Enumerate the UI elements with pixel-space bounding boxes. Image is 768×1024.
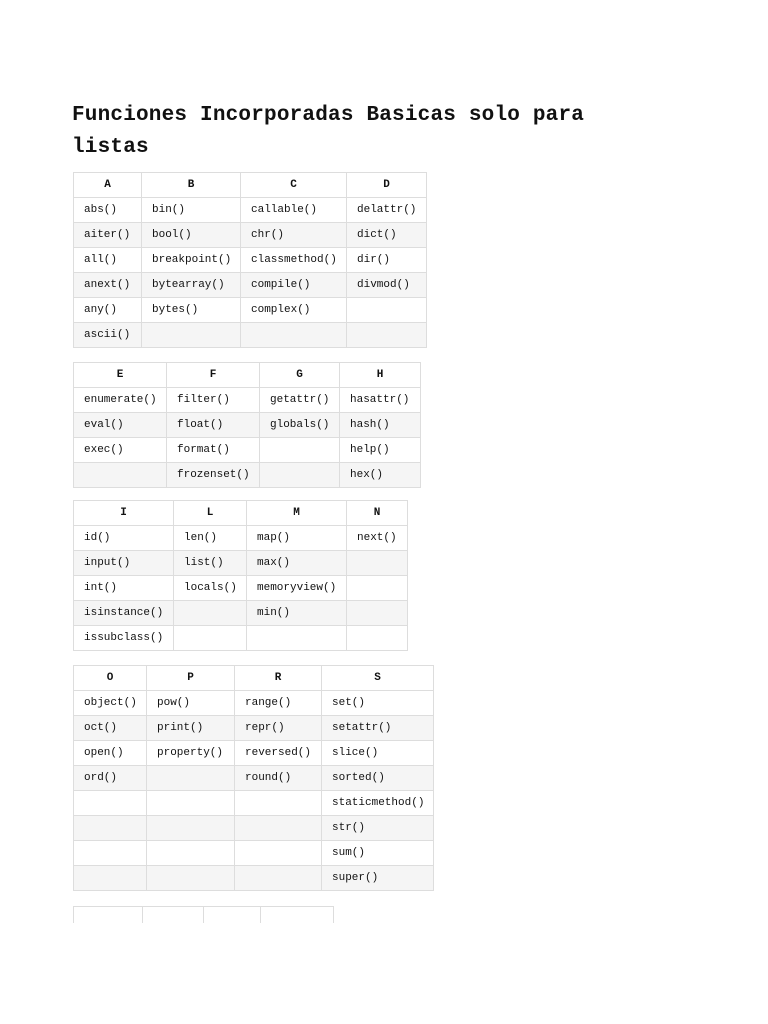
column-header: D bbox=[347, 173, 427, 198]
function-cell: chr() bbox=[241, 223, 347, 248]
table-row bbox=[74, 766, 434, 791]
column-header: P bbox=[147, 666, 235, 691]
column-header: O bbox=[74, 666, 147, 691]
function-cell bbox=[241, 323, 347, 348]
table-row bbox=[74, 907, 334, 924]
function-cell: print() bbox=[147, 716, 235, 741]
function-cell: help() bbox=[340, 438, 421, 463]
function-cell: exec() bbox=[74, 438, 167, 463]
function-cell bbox=[347, 601, 408, 626]
function-cell: id() bbox=[74, 526, 174, 551]
function-cell bbox=[235, 791, 322, 816]
function-cell: filter() bbox=[167, 388, 260, 413]
column-header: I bbox=[74, 501, 174, 526]
function-cell bbox=[247, 626, 347, 651]
function-cell: globals() bbox=[260, 413, 340, 438]
function-cell bbox=[147, 816, 235, 841]
function-cell: format() bbox=[167, 438, 260, 463]
column-header: B bbox=[142, 173, 241, 198]
function-cell bbox=[347, 298, 427, 323]
table-row bbox=[74, 716, 434, 741]
function-cell bbox=[74, 841, 147, 866]
table-row bbox=[74, 551, 408, 576]
function-cell: bool() bbox=[142, 223, 241, 248]
functions-table-e-h bbox=[73, 362, 421, 488]
table-row bbox=[74, 273, 427, 298]
table-row bbox=[74, 526, 408, 551]
function-cell: super() bbox=[322, 866, 434, 891]
function-cell: len() bbox=[174, 526, 247, 551]
function-cell bbox=[347, 626, 408, 651]
function-cell: dict() bbox=[347, 223, 427, 248]
function-cell: max() bbox=[247, 551, 347, 576]
function-cell: oct() bbox=[74, 716, 147, 741]
table-row bbox=[74, 741, 434, 766]
table-cell bbox=[204, 907, 261, 924]
table-cell bbox=[261, 907, 334, 924]
column-header: S bbox=[322, 666, 434, 691]
function-cell: delattr() bbox=[347, 198, 427, 223]
function-cell: ascii() bbox=[74, 323, 142, 348]
function-cell bbox=[260, 463, 340, 488]
function-cell bbox=[147, 841, 235, 866]
function-cell: pow() bbox=[147, 691, 235, 716]
function-cell: compile() bbox=[241, 273, 347, 298]
function-cell bbox=[235, 866, 322, 891]
table-row bbox=[74, 198, 427, 223]
function-cell: abs() bbox=[74, 198, 142, 223]
function-cell: int() bbox=[74, 576, 174, 601]
function-cell bbox=[74, 816, 147, 841]
function-cell: float() bbox=[167, 413, 260, 438]
function-cell bbox=[74, 463, 167, 488]
function-cell: divmod() bbox=[347, 273, 427, 298]
function-cell: issubclass() bbox=[74, 626, 174, 651]
table-row bbox=[74, 323, 427, 348]
function-cell: classmethod() bbox=[241, 248, 347, 273]
function-cell: hex() bbox=[340, 463, 421, 488]
function-cell: breakpoint() bbox=[142, 248, 241, 273]
table-header-row bbox=[74, 666, 434, 691]
function-cell: input() bbox=[74, 551, 174, 576]
function-cell: repr() bbox=[235, 716, 322, 741]
function-cell: map() bbox=[247, 526, 347, 551]
function-cell bbox=[74, 791, 147, 816]
function-cell: hash() bbox=[340, 413, 421, 438]
table-cell bbox=[143, 907, 204, 924]
functions-table-o-s bbox=[73, 665, 434, 891]
function-cell bbox=[147, 766, 235, 791]
function-cell: sorted() bbox=[322, 766, 434, 791]
column-header: E bbox=[74, 363, 167, 388]
table-row bbox=[74, 413, 421, 438]
function-cell bbox=[147, 866, 235, 891]
function-cell: staticmethod() bbox=[322, 791, 434, 816]
function-cell: sum() bbox=[322, 841, 434, 866]
table-row bbox=[74, 791, 434, 816]
functions-table-a-d bbox=[73, 172, 427, 348]
table-row bbox=[74, 601, 408, 626]
function-cell: str() bbox=[322, 816, 434, 841]
function-cell: anext() bbox=[74, 273, 142, 298]
function-cell: set() bbox=[322, 691, 434, 716]
function-cell: dir() bbox=[347, 248, 427, 273]
function-cell: min() bbox=[247, 601, 347, 626]
table-row bbox=[74, 816, 434, 841]
function-cell: next() bbox=[347, 526, 408, 551]
column-header: R bbox=[235, 666, 322, 691]
column-header: F bbox=[167, 363, 260, 388]
functions-table-partial bbox=[73, 906, 334, 923]
table-header-row bbox=[74, 363, 421, 388]
function-cell: bytearray() bbox=[142, 273, 241, 298]
function-cell: getattr() bbox=[260, 388, 340, 413]
function-cell: aiter() bbox=[74, 223, 142, 248]
table-row bbox=[74, 463, 421, 488]
column-header: G bbox=[260, 363, 340, 388]
function-cell: eval() bbox=[74, 413, 167, 438]
function-cell bbox=[347, 323, 427, 348]
function-cell: property() bbox=[147, 741, 235, 766]
table-row bbox=[74, 841, 434, 866]
table-row bbox=[74, 223, 427, 248]
function-cell: setattr() bbox=[322, 716, 434, 741]
function-cell: bytes() bbox=[142, 298, 241, 323]
function-cell bbox=[174, 601, 247, 626]
function-cell: callable() bbox=[241, 198, 347, 223]
table-header-row bbox=[74, 501, 408, 526]
function-cell: any() bbox=[74, 298, 142, 323]
function-cell bbox=[235, 816, 322, 841]
table-row bbox=[74, 388, 421, 413]
column-header: N bbox=[347, 501, 408, 526]
table-row bbox=[74, 576, 408, 601]
function-cell bbox=[347, 576, 408, 601]
column-header: C bbox=[241, 173, 347, 198]
table-row bbox=[74, 866, 434, 891]
function-cell bbox=[260, 438, 340, 463]
column-header: A bbox=[74, 173, 142, 198]
function-cell: list() bbox=[174, 551, 247, 576]
function-cell: frozenset() bbox=[167, 463, 260, 488]
table-row bbox=[74, 298, 427, 323]
column-header: M bbox=[247, 501, 347, 526]
function-cell: object() bbox=[74, 691, 147, 716]
function-cell: ord() bbox=[74, 766, 147, 791]
column-header: H bbox=[340, 363, 421, 388]
function-cell bbox=[147, 791, 235, 816]
function-cell: reversed() bbox=[235, 741, 322, 766]
function-cell: hasattr() bbox=[340, 388, 421, 413]
function-cell: round() bbox=[235, 766, 322, 791]
table-row bbox=[74, 248, 427, 273]
function-cell: locals() bbox=[174, 576, 247, 601]
column-header: L bbox=[174, 501, 247, 526]
function-cell: slice() bbox=[322, 741, 434, 766]
function-cell: bin() bbox=[142, 198, 241, 223]
table-header-row bbox=[74, 173, 427, 198]
functions-table-i-n bbox=[73, 500, 408, 651]
function-cell: isinstance() bbox=[74, 601, 174, 626]
table-cell bbox=[74, 907, 143, 924]
table-row bbox=[74, 626, 408, 651]
function-cell: open() bbox=[74, 741, 147, 766]
page-title: Funciones Incorporadas Basicas solo para listas bbox=[72, 104, 585, 159]
function-cell bbox=[347, 551, 408, 576]
table-row bbox=[74, 691, 434, 716]
table-row bbox=[74, 438, 421, 463]
function-cell: range() bbox=[235, 691, 322, 716]
function-cell bbox=[142, 323, 241, 348]
function-cell: all() bbox=[74, 248, 142, 273]
function-cell: enumerate() bbox=[74, 388, 167, 413]
function-cell: memoryview() bbox=[247, 576, 347, 601]
function-cell bbox=[235, 841, 322, 866]
function-cell bbox=[74, 866, 147, 891]
function-cell: complex() bbox=[241, 298, 347, 323]
function-cell bbox=[174, 626, 247, 651]
